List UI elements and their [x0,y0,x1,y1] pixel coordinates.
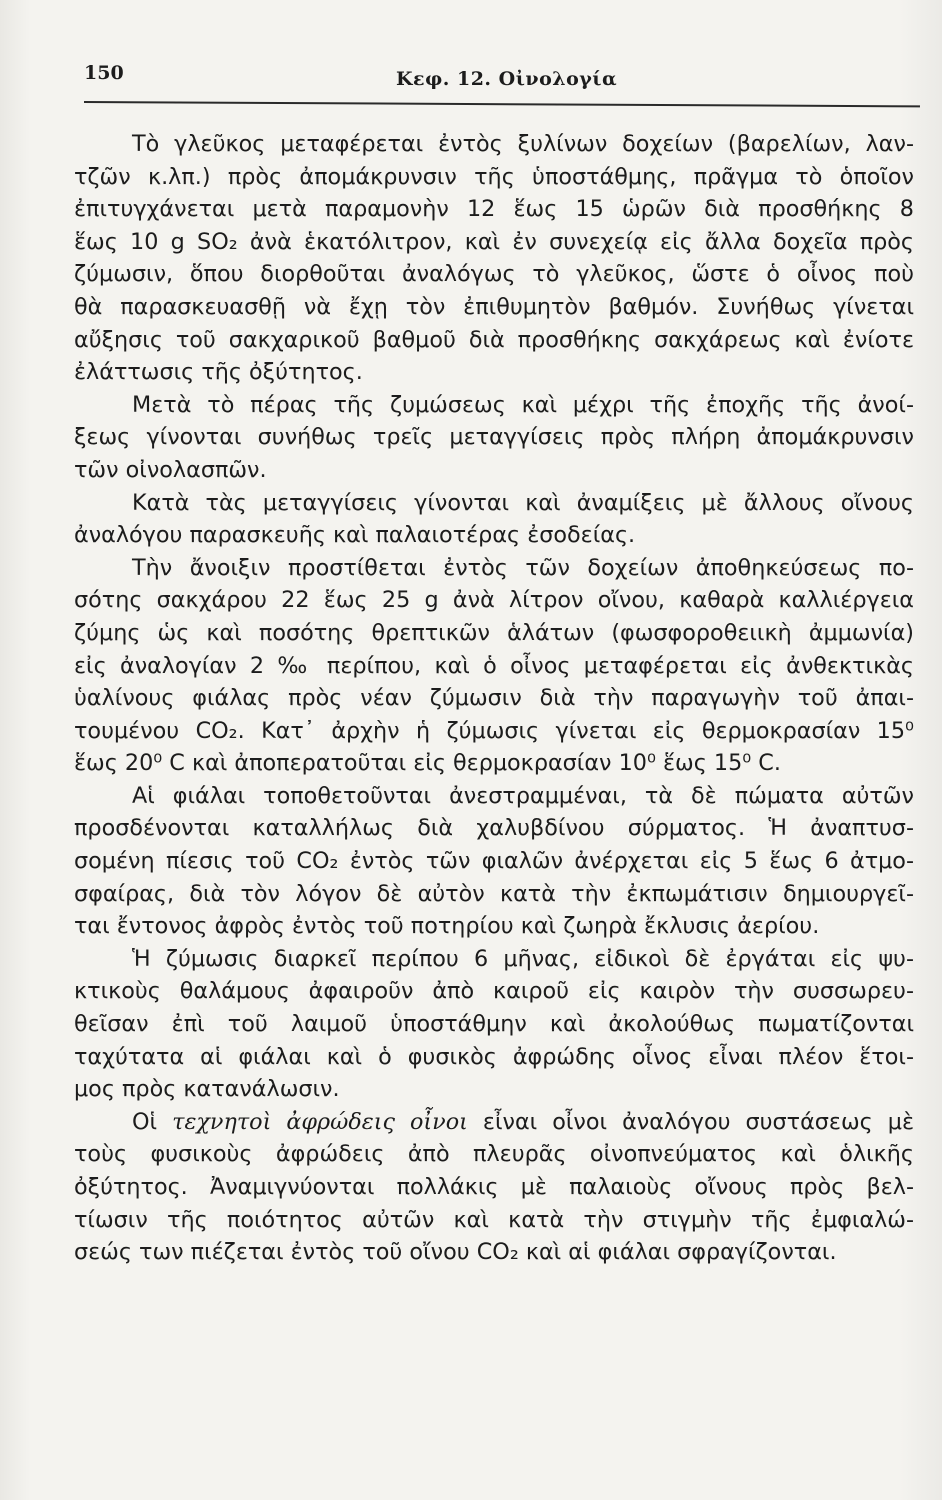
text-line: Ἡ ζύμωσις διαρκεῖ περίπου 6 μῆνας, εἰδικοὶ δὲ ἐργάται εἰς ψυ- [132,945,914,972]
text-line: κτικοὺς θαλάμους ἀφαιροῦν ἀπὸ καιροῦ εἰς καιρὸν τὴν συσσωρευ- [74,978,914,1005]
text-line: Κατὰ τὰς μεταγγίσεις γίνονται καὶ ἀναμίξεις μὲ ἄλλους οἴνους [132,489,914,516]
text-line: θεῖσαν ἐπὶ τοῦ λαιμοῦ ὑποστάθμην καὶ ἀκολούθως πωματίζονται [74,1011,914,1038]
italic-term: τεχνητοὶ ἀφρώδεις οἶνοι [172,1108,468,1135]
text-line: ἕως 10 g SO₂ ἀνὰ ἑκατόλιτρον, καὶ ἐν συνεχείᾳ εἰς ἄλλα δοχεῖα πρὸς [74,228,914,255]
header-rule [84,101,920,107]
text-line: σομένη πίεσις τοῦ CO₂ ἐντὸς τῶν φιαλῶν ἀνέρχεται εἰς 5 ἕως 6 ἀτμο- [74,848,914,875]
running-head: Κεφ. 12. Οἰνολογία [396,68,618,90]
text-line: αὔξησις τοῦ σακχαρικοῦ βαθμοῦ διὰ προσθήκης σακχάρεως καὶ ἐνίοτε [74,326,914,353]
text-line: τουμένου CO₂. Κατ᾽ ἀρχὴν ἡ ζύμωσις γίνεται εἰς θερμοκρασίαν 15⁰ [74,717,914,744]
text-line: Τὸ γλεῦκος μεταφέρεται ἐντὸς ξυλίνων δοχείων (βαρελίων, λαν- [132,131,914,157]
text-fragment: Οἱ [132,1108,173,1135]
page-header [84,62,920,98]
text-line [74,1106,914,1139]
text-line: σεώς των πιέζεται ἐντὸς τοῦ οἴνου CO₂ καὶ αἱ φιάλαι σφραγίζονται. [74,1239,837,1266]
text-line: ὀξύτητος. Ἀναμιγνύονται πολλάκις μὲ παλαιοὺς οἴνους πρὸς βελ- [74,1174,914,1200]
text-line: σότης σακχάρου 22 ἕως 25 g ἀνὰ λίτρον οἴνου, καθαρὰ καλλιέργεια [74,587,914,614]
text-line: ἀναλόγου παρασκευῆς καὶ παλαιοτέρας ἐσοδείας. [74,522,636,549]
text-line: τζῶν κ.λπ.) πρὸς ἀπομάκρυνσιν τῆς ὑποστάθμης, πρᾶγμα τὸ ὁποῖον [74,163,914,190]
text-line: ὑαλίνους φιάλας πρὸς νέαν ζύμωσιν διὰ τὴν παραγωγὴν τοῦ ἀπαι- [74,685,914,712]
text-line: ξεως γίνονται συνήθως τρεῖς μεταγγίσεις πρὸς πλήρη ἀπομάκρυνσιν [74,424,914,451]
text-line: ἐλάττωσις τῆς ὀξύτητος. [74,359,363,386]
text-line: ζύμης ὡς καὶ ποσότης θρεπτικῶν ἁλάτων (φωσφοροθειικὴ ἀμμωνία) [74,619,914,646]
text-line: Τὴν ἄνοιξιν προστίθεται ἐντὸς τῶν δοχείων ἀποθηκεύσεως πο- [132,554,914,581]
text-line: Αἱ φιάλαι τοποθετοῦνται ἀνεστραμμέναι, τὰ δὲ πώματα αὐτῶν [132,782,914,809]
text-line: ἐπιτυγχάνεται μετὰ παραμονὴν 12 ἕως 15 ὡρῶν διὰ προσθήκης 8 [74,196,914,223]
text-line: Μετὰ τὸ πέρας τῆς ζυμώσεως καὶ μέχρι τῆς ἐποχῆς τῆς ἀνοί- [132,391,914,418]
text-line: εἰς ἀναλογίαν 2 ‰ περίπου, καὶ ὁ οἶνος μεταφέρεται εἰς ἀνθεκτικὰς [74,652,914,679]
text-line: τῶν οἰνολασπῶν. [74,456,267,483]
text-line: τοὺς φυσικοὺς ἀφρώδεις ἀπὸ πλευρᾶς οἰνοπνεύματος καὶ ὁλικῆς [74,1141,914,1168]
text-line: ἕως 20⁰ C καὶ ἀποπερατοῦται εἰς θερμοκρασίαν 10⁰ ἕως 15⁰ C. [74,750,781,777]
text-line: σφαίρας, διὰ τὸν λόγον δὲ αὐτὸν κατὰ τὴν ἐκπωμάτισιν δημιουργεῖ- [74,880,914,907]
text-line: θὰ παρασκευασθῇ νὰ ἔχῃ τὸν ἐπιθυμητὸν βαθμόν. Συνήθως γίνεται [74,293,914,320]
text-line: ταχύτατα αἱ φιάλαι καὶ ὁ φυσικὸς ἀφρώδης οἶνος εἶναι πλέον ἕτοι- [74,1043,914,1070]
text-line: τίωσιν τῆς ποιότητος αὐτῶν καὶ κατὰ τὴν στιγμὴν τῆς ἐμφιαλώ- [74,1206,914,1233]
text-line: ζύμωσιν, ὅπου διορθοῦται ἀναλόγως τὸ γλεῦκος, ὥστε ὁ οἶνος ποὺ [74,261,914,288]
text-line: προσδένονται καταλλήλως διὰ χαλυβδίνου σύρματος. Ἡ ἀναπτυσ- [74,815,914,842]
page-number: 150 [84,62,124,84]
body-text [74,128,914,1269]
text-line: μος πρὸς κατανάλωσιν. [74,1076,340,1103]
text-line: ται ἔντονος ἀφρὸς ἐντὸς τοῦ ποτηρίου καὶ ζωηρὰ ἔκλυσις ἀερίου. [74,913,820,940]
text-fragment: εἶναι οἶνοι ἀναλόγου συστάσεως μὲ [467,1108,915,1135]
